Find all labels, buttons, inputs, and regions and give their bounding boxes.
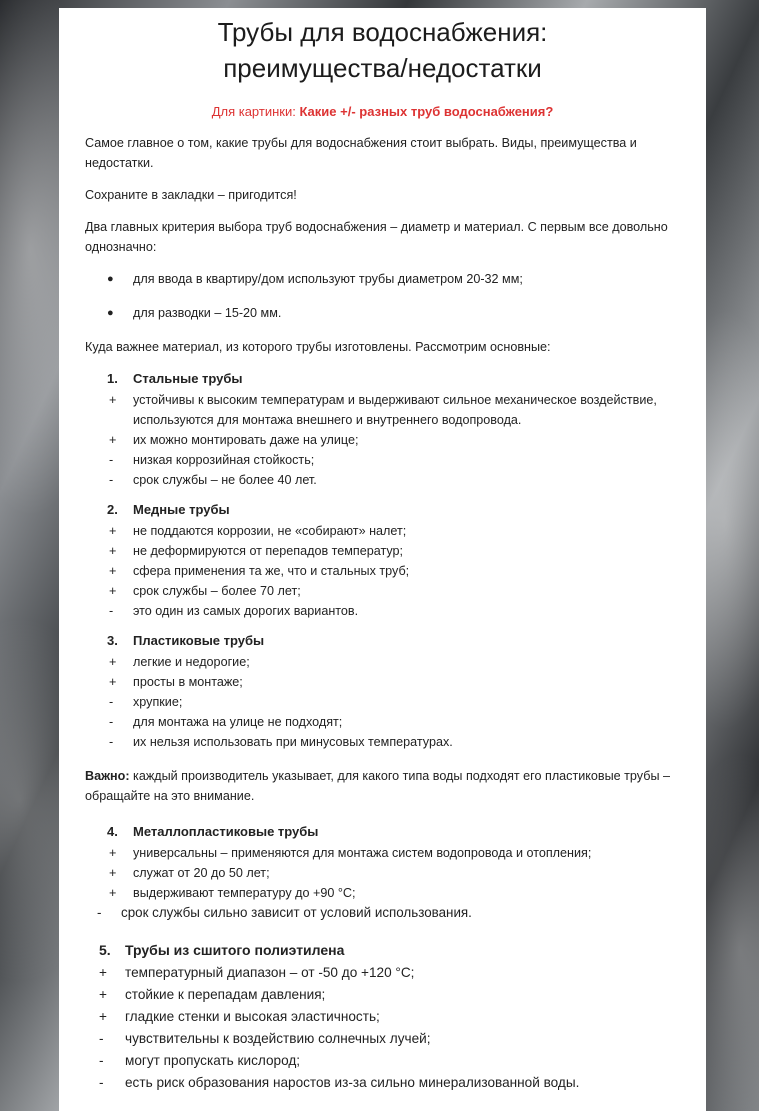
item-mark: - — [109, 473, 114, 487]
item-mark: - — [109, 453, 114, 467]
item-text: это один из самых дорогих вариантов. — [133, 604, 359, 618]
item-text: сфера применения та же, что и стальных труб; — [133, 564, 410, 578]
title-line-2: преимущества/недостатки — [223, 53, 542, 83]
item-text: гладкие стенки и высокая эластичность; — [125, 1009, 380, 1024]
section-heading — [107, 369, 680, 389]
list-item — [107, 652, 680, 672]
item-text: есть риск образования наростов из-за сильно минерализованной воды. — [125, 1075, 580, 1090]
list-item — [107, 390, 680, 430]
item-text: легкие и недорогие; — [133, 655, 250, 669]
item-mark: + — [109, 866, 117, 880]
list-item — [99, 1072, 680, 1094]
item-mark: - — [97, 905, 102, 920]
list-item — [107, 470, 680, 490]
list-item — [107, 541, 680, 561]
item-text: их нельзя использовать при минусовых температурах. — [133, 735, 453, 749]
item-text: их можно монтировать даже на улице; — [133, 433, 359, 447]
item-text: не поддаются коррозии, не «собирают» налет; — [133, 524, 407, 538]
page-title — [85, 14, 680, 86]
material-paragraph: Куда важнее материал, из которого трубы изготовлены. Рассмотрим основные: — [85, 340, 551, 354]
item-text: служат от 20 до 50 лет; — [133, 866, 270, 880]
save-paragraph: Сохраните в закладки – пригодится! — [85, 188, 297, 202]
item-mark: - — [109, 695, 114, 709]
section-number: 2. — [107, 502, 118, 517]
criteria-paragraph: Два главных критерия выбора труб водоснабжения – диаметр и материал. С первым все довольно однозначно: — [85, 220, 668, 254]
item-mark: + — [109, 433, 117, 447]
item-mark: + — [99, 965, 107, 980]
important-label: Важно: — [85, 769, 130, 783]
caption-label: Для картинки: — [211, 104, 296, 119]
list-item — [99, 984, 680, 1006]
item-text: срок службы – более 70 лет; — [133, 584, 301, 598]
title-line-1: Трубы для водоснабжения: — [217, 17, 548, 47]
item-mark: + — [109, 655, 117, 669]
item-mark: + — [109, 675, 117, 689]
document-page — [59, 8, 706, 1111]
item-mark: - — [109, 715, 114, 729]
item-text: не деформируются от перепадов температур; — [133, 544, 404, 558]
item-mark: + — [109, 886, 117, 900]
item-mark: + — [109, 393, 117, 407]
list-item — [107, 732, 680, 752]
item-text: устойчивы к высоким температурам и выдерживают сильное механическое воздействие, используются для монтажа внешнего и внутреннего водопровода. — [133, 393, 657, 427]
section-heading — [107, 631, 680, 651]
item-mark: + — [109, 846, 117, 860]
list-item — [107, 601, 680, 621]
list-item — [99, 1050, 680, 1072]
item-mark: + — [109, 544, 117, 558]
section-steel — [107, 369, 680, 490]
section-title: Стальные трубы — [133, 371, 243, 386]
item-text: стойкие к перепадам давления; — [125, 987, 326, 1002]
item-mark: - — [99, 1031, 104, 1046]
list-item — [99, 962, 680, 984]
list-item — [99, 1028, 680, 1050]
section-title: Пластиковые трубы — [133, 633, 265, 648]
list-item — [107, 692, 680, 712]
list-item — [107, 672, 680, 692]
item-text: срок службы – не более 40 лет. — [133, 473, 317, 487]
item-mark: - — [109, 604, 114, 618]
section-number: 3. — [107, 633, 118, 648]
list-item: ● для разводки – 15-20 мм. — [107, 303, 680, 323]
section-title: Медные трубы — [133, 502, 230, 517]
section-copper — [107, 500, 680, 621]
list-item — [107, 521, 680, 541]
item-text: температурный диапазон – от -50 до +120 °С; — [125, 965, 415, 980]
item-mark: - — [109, 735, 114, 749]
list-item — [99, 1006, 680, 1028]
image-caption — [85, 104, 680, 119]
section-heading — [99, 939, 680, 961]
item-mark: + — [109, 564, 117, 578]
list-item — [95, 903, 680, 923]
caption-text: Какие +/- разных труб водоснабжения? — [299, 104, 554, 119]
section-pex — [99, 939, 680, 1094]
item-text: универсальны – применяются для монтажа систем водопровода и отопления; — [133, 846, 592, 860]
section-heading — [107, 500, 680, 520]
item-text: хрупкие; — [133, 695, 183, 709]
important-note — [85, 766, 680, 806]
list-item — [107, 581, 680, 601]
section-plastic — [107, 631, 680, 752]
item-mark: + — [99, 1009, 107, 1024]
list-item — [107, 863, 680, 883]
list-item — [107, 883, 680, 903]
list-item — [107, 843, 680, 863]
list-item — [107, 450, 680, 470]
section-number: 4. — [107, 824, 118, 839]
item-text: для монтажа на улице не подходят; — [133, 715, 343, 729]
list-item: ● для ввода в квартиру/дом используют трубы диаметром 20-32 мм; — [107, 269, 680, 289]
item-text: срок службы сильно зависит от условий использования. — [121, 905, 472, 920]
item-text: выдерживают температуру до +90 °С; — [133, 886, 356, 900]
item-mark: + — [99, 987, 107, 1002]
intro-paragraph: Самое главное о том, какие трубы для водоснабжения стоит выбрать. Виды, преимущества и недостатки. — [85, 136, 637, 170]
section-number: 1. — [107, 371, 118, 386]
diameter-list — [107, 269, 680, 323]
section-title: Трубы из сшитого полиэтилена — [125, 942, 345, 958]
section-heading — [107, 822, 680, 842]
item-mark: - — [99, 1053, 104, 1068]
list-item — [107, 430, 680, 450]
section-metal-plastic — [97, 822, 680, 923]
item-text: низкая коррозийная стойкость; — [133, 453, 315, 467]
item-mark: - — [99, 1075, 104, 1090]
list-item — [107, 712, 680, 732]
item-mark: + — [109, 584, 117, 598]
important-text: каждый производитель указывает, для какого типа воды подходят его пластиковые трубы – обращайте на это внимание. — [85, 769, 671, 803]
item-text: просты в монтаже; — [133, 675, 243, 689]
section-title: Металлопластиковые трубы — [133, 824, 319, 839]
item-text: могут пропускать кислород; — [125, 1053, 301, 1068]
item-mark: + — [109, 524, 117, 538]
list-item — [107, 561, 680, 581]
item-text: чувствительны к воздействию солнечных лучей; — [125, 1031, 431, 1046]
section-number: 5. — [99, 942, 111, 958]
